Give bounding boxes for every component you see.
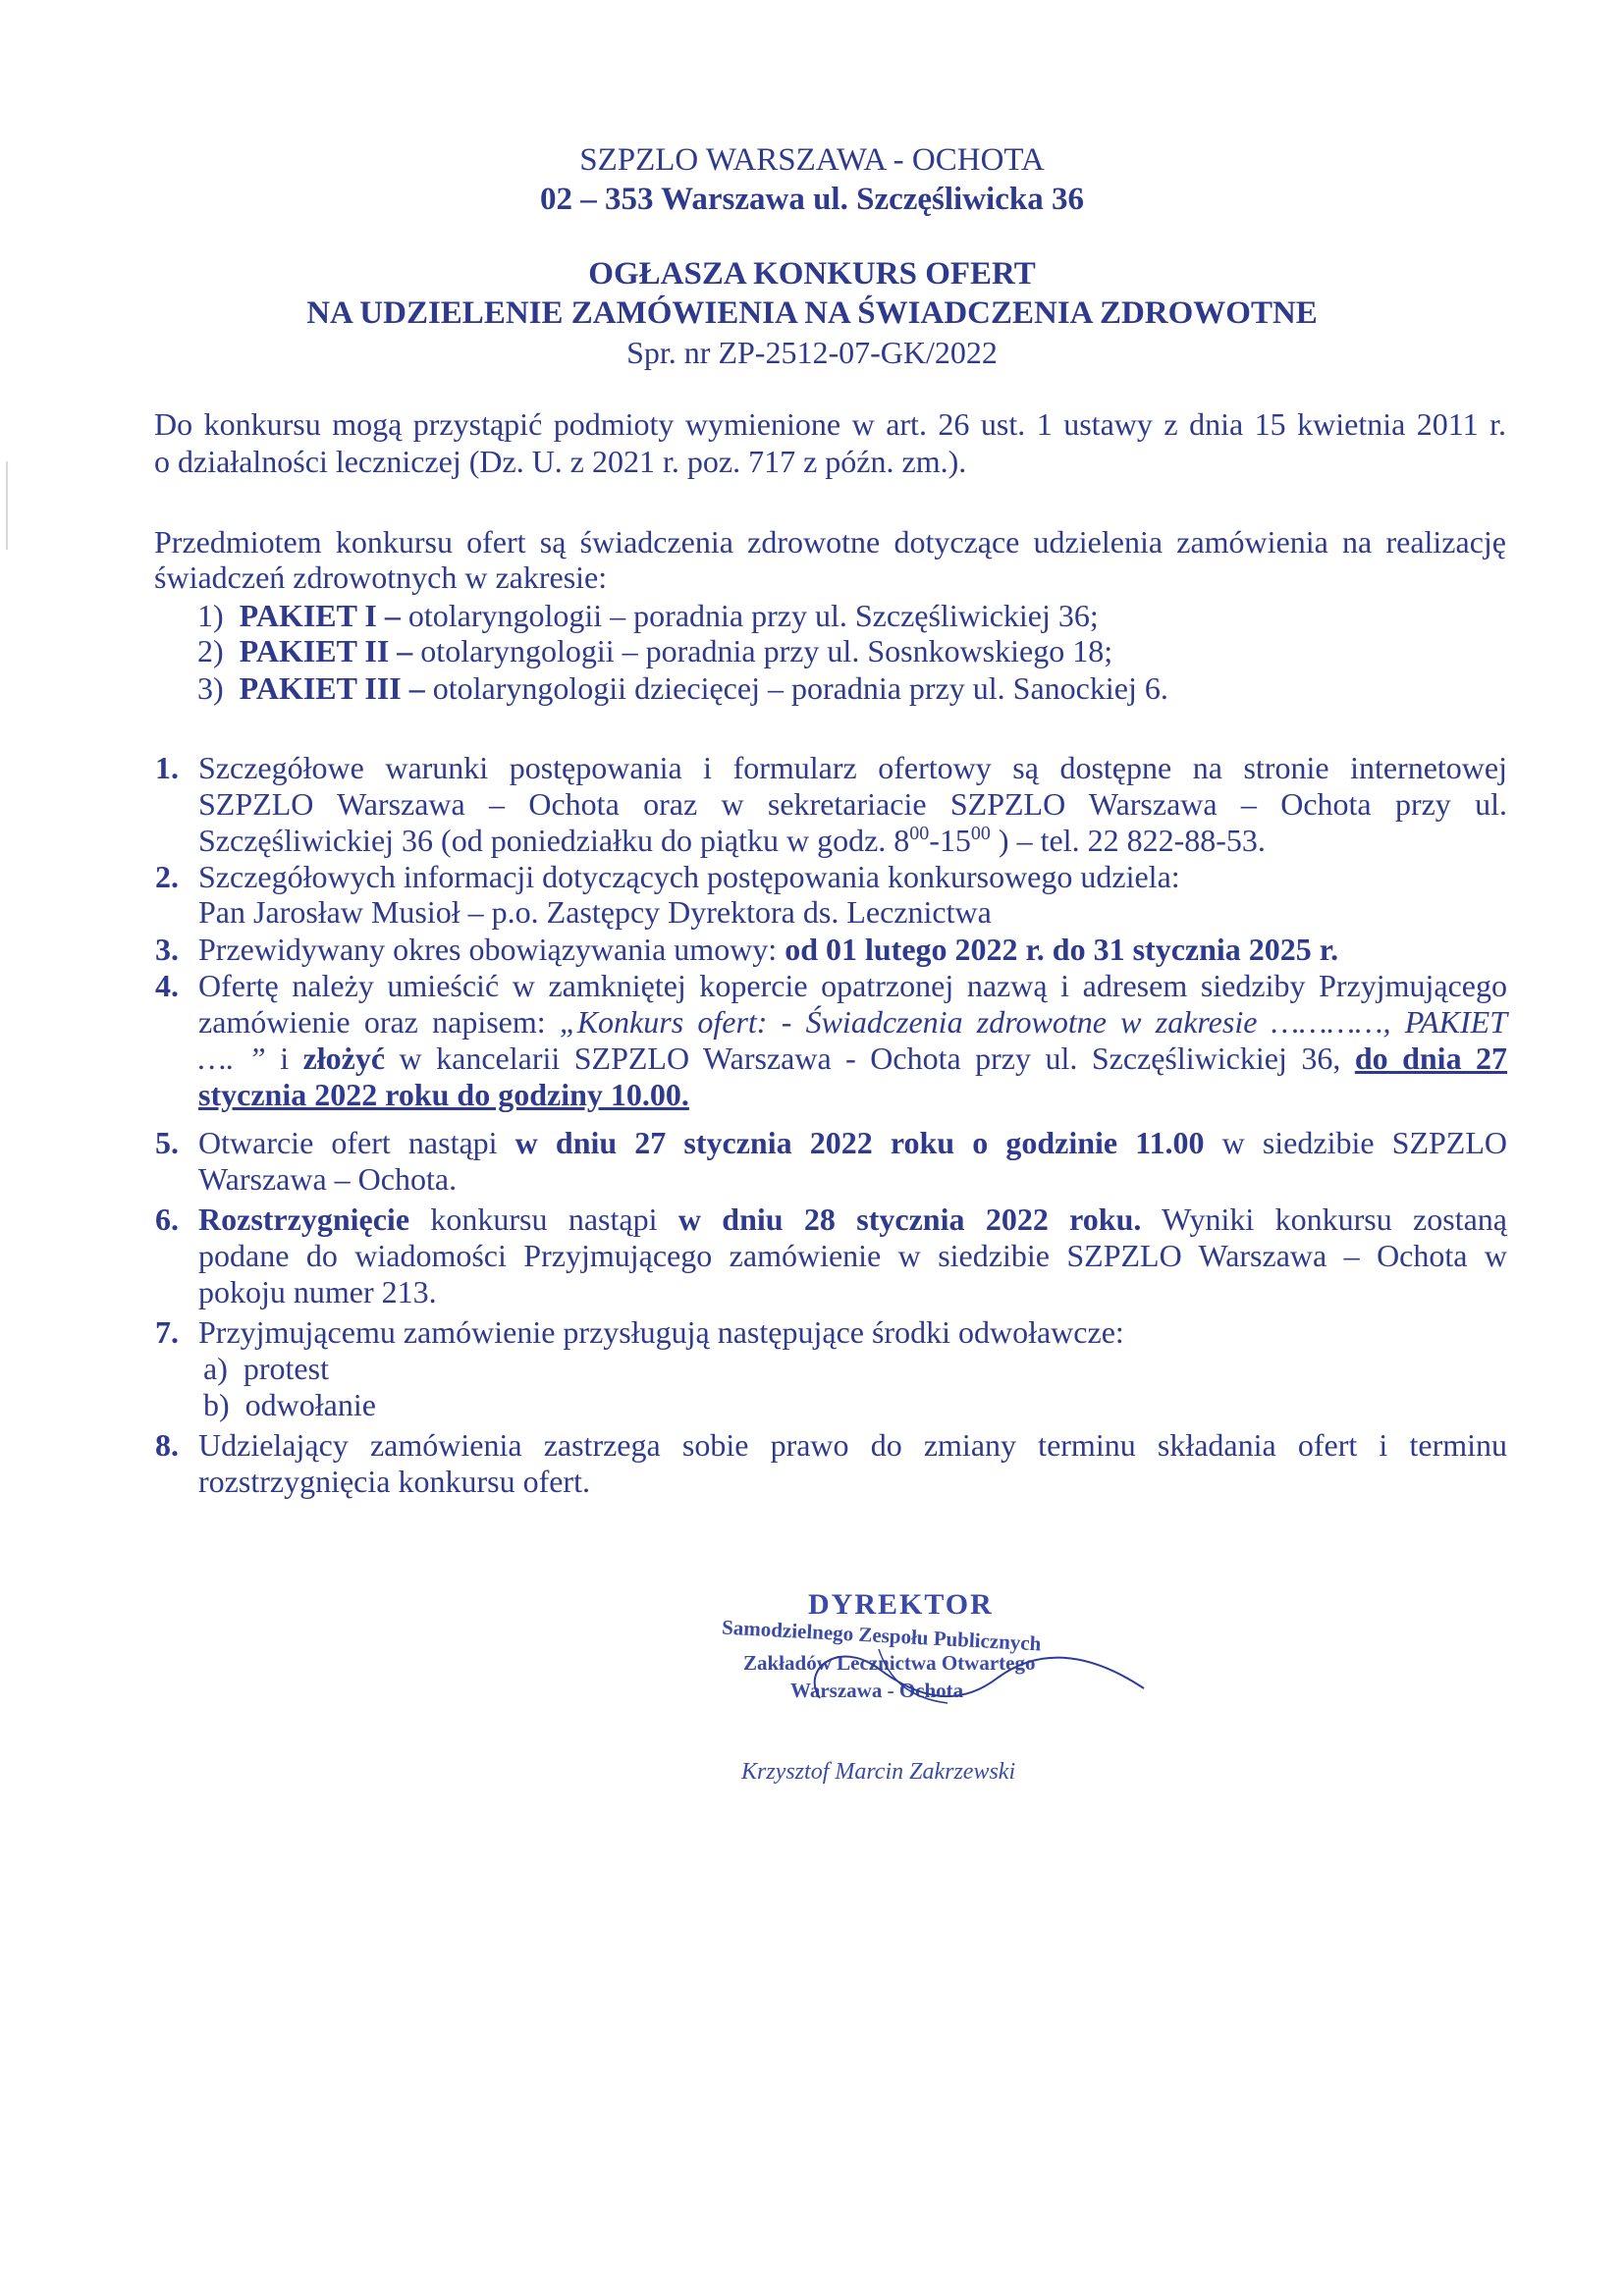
point-1-line-3 bbox=[198, 823, 1266, 859]
hour-superscript: 00 bbox=[909, 823, 930, 844]
package-description: otolaryngologii dziecięcej – poradnia przy ul. Sanockiej 6. bbox=[424, 670, 1168, 706]
submission-text: i bbox=[265, 1041, 303, 1076]
institution-name: SZPZLO WARSZAWA - OCHOTA bbox=[579, 142, 1045, 178]
director-name: Krzysztof Marcin Zakrzewski bbox=[741, 1759, 1016, 1785]
scan-edge-mark bbox=[6, 461, 8, 550]
point-number: 1. bbox=[155, 750, 179, 785]
institution-address: 02 – 353 Warszawa ul. Szczęśliwicka 36 bbox=[540, 182, 1084, 217]
package-name: PAKIET I – bbox=[239, 598, 401, 633]
package-name: PAKIET III – bbox=[239, 670, 425, 706]
hour-superscript: 00 bbox=[970, 823, 991, 844]
package-name: PAKIET II – bbox=[239, 633, 413, 668]
case-number: Spr. nr ZP-2512-07-GK/2022 bbox=[626, 335, 998, 370]
package-item bbox=[197, 598, 1099, 634]
point-6-line-3: pokoju numer 213. bbox=[198, 1274, 437, 1309]
stamp-line: Zakładów Lecznictwa Otwartego bbox=[743, 1651, 1036, 1675]
point-4-line-2 bbox=[198, 1004, 1507, 1041]
point-4-line-1: Ofertę należy umieścić w zamkniętej kopercie opatrzonej nazwą i adresem siedziby Przyjmującego bbox=[198, 968, 1507, 1003]
package-marker: 1) bbox=[197, 598, 224, 633]
appeal-item bbox=[203, 1387, 376, 1423]
opening-date: w dniu 27 stycznia 2022 roku o godzinie 11.00 bbox=[514, 1125, 1205, 1160]
subject-line-2: świadczeń zdrowotnych w zakresie: bbox=[154, 560, 608, 595]
point-3-line bbox=[198, 932, 1338, 968]
intro-line-2: o działalności leczniczej (Dz. U. z 2021 r. poz. 717 z późn. zm.). bbox=[154, 444, 967, 479]
point-6-line-2: podane do wiadomości Przyjmującego zamówienie w siedzibie SZPZLO Warszawa – Ochota w bbox=[198, 1238, 1507, 1273]
package-description: otolaryngologii – poradnia przy ul. Szczęśliwickiej 36; bbox=[400, 598, 1099, 633]
point-number: 4. bbox=[155, 968, 179, 1003]
point-6-line-1 bbox=[198, 1201, 1507, 1238]
submission-place: w kancelarii SZPZLO Warszawa - Ochota przy ul. Szczęśliwickiej 36, bbox=[385, 1041, 1355, 1076]
signature-scribble bbox=[761, 1629, 1154, 1718]
point-number: 5. bbox=[155, 1125, 179, 1160]
phone-text: ) – tel. 22 822-88-53. bbox=[990, 823, 1266, 858]
package-marker: 3) bbox=[197, 670, 224, 706]
appeal-text: odwołanie bbox=[244, 1387, 376, 1422]
point-8-line-1: Udzielający zamówienia zastrzega sobie prawo do zmiany terminu składania ofert i terminu bbox=[198, 1427, 1507, 1463]
resolution-label: Rozstrzygnięcie bbox=[198, 1201, 410, 1237]
results-text: Wyniki konkursu zostaną bbox=[1141, 1201, 1508, 1237]
point-1-line-1: Szczegółowe warunki postępowania i formularz ofertowy są dostępne na stronie internetowej bbox=[198, 750, 1507, 785]
appeal-item bbox=[203, 1351, 329, 1387]
stamp-title: DYREKTOR bbox=[808, 1588, 994, 1621]
opening-text: Otwarcie ofert nastąpi bbox=[198, 1125, 515, 1160]
package-item bbox=[197, 670, 1168, 707]
package-item bbox=[197, 633, 1112, 669]
stamp-line: Samodzielnego Zespołu Publicznych bbox=[721, 1615, 1042, 1656]
point-2-line-2: Pan Jarosław Musioł – p.o. Zastępcy Dyrektora ds. Lecznictwa bbox=[198, 894, 992, 930]
stamp-line: Warszawa - Ochota bbox=[790, 1679, 964, 1702]
point-4-line-3 bbox=[198, 1041, 1507, 1077]
point-number: 7. bbox=[155, 1314, 179, 1350]
resolution-text: konkursu nastąpi bbox=[409, 1201, 678, 1237]
point-number: 6. bbox=[155, 1201, 179, 1237]
point-8-line-2: rozstrzygnięcia konkursu ofert. bbox=[198, 1464, 590, 1499]
deadline-text: stycznia 2022 roku do godziny 10.00. bbox=[198, 1077, 689, 1112]
intro-line-1: Do konkursu mogą przystąpić podmioty wymienione w art. 26 ust. 1 ustawy z dnia 15 kwietnia 2011 r. bbox=[154, 406, 1506, 442]
point-2-line-1: Szczegółowych informacji dotyczących postępowania konkursowego udziela: bbox=[198, 859, 1180, 894]
office-hours-text: -15 bbox=[929, 823, 971, 858]
package-description: otolaryngologii – poradnia przy ul. Sosnkowskiego 18; bbox=[412, 633, 1113, 668]
envelope-label: …. ” bbox=[198, 1041, 266, 1076]
point-number: 3. bbox=[155, 932, 179, 967]
envelope-instruction: zamówienie oraz napisem: bbox=[198, 1004, 560, 1040]
point-number: 2. bbox=[155, 859, 179, 894]
submission-verb: złożyć bbox=[302, 1041, 386, 1076]
announcement-title: OGŁASZA KONKURS OFERT bbox=[588, 256, 1036, 292]
contract-period-label: Przewidywany okres obowiązywania umowy: bbox=[198, 932, 785, 967]
point-number: 8. bbox=[155, 1427, 179, 1463]
point-5-line-1 bbox=[198, 1125, 1507, 1161]
envelope-label: „Konkurs ofert: - Świadczenia zdrowotne w zakresie …………, PAKIET bbox=[559, 1004, 1508, 1040]
appeal-marker: b) bbox=[203, 1387, 230, 1422]
deadline-text: do dnia 27 bbox=[1354, 1041, 1508, 1076]
point-7-line-1: Przyjmującemu zamówienie przysługują następujące środki odwoławcze: bbox=[198, 1314, 1124, 1350]
opening-place: w siedzibie SZPZLO bbox=[1204, 1125, 1508, 1160]
resolution-date: w dniu 28 stycznia 2022 roku. bbox=[677, 1201, 1142, 1237]
announcement-subtitle: NA UDZIELENIE ZAMÓWIENIA NA ŚWIADCZENIA ZDROWOTNE bbox=[306, 295, 1318, 331]
director-stamp bbox=[722, 1588, 1134, 1804]
point-1-line-2: SZPZLO Warszawa – Ochota oraz w sekretariacie SZPZLO Warszawa – Ochota przy ul. bbox=[198, 786, 1507, 822]
office-hours-text: Szczęśliwickiej 36 (od poniedziałku do piątku w godz. 8 bbox=[198, 823, 910, 858]
contract-period-value: od 01 lutego 2022 r. do 31 stycznia 2025 r. bbox=[785, 932, 1339, 967]
subject-line-1: Przedmiotem konkursu ofert są świadczenia zdrowotne dotyczące udzielenia zamówienia na realizację bbox=[154, 524, 1506, 560]
point-5-line-2: Warszawa – Ochota. bbox=[198, 1161, 458, 1197]
package-marker: 2) bbox=[197, 633, 224, 668]
appeal-text: protest bbox=[243, 1351, 329, 1386]
appeal-marker: a) bbox=[203, 1351, 228, 1386]
